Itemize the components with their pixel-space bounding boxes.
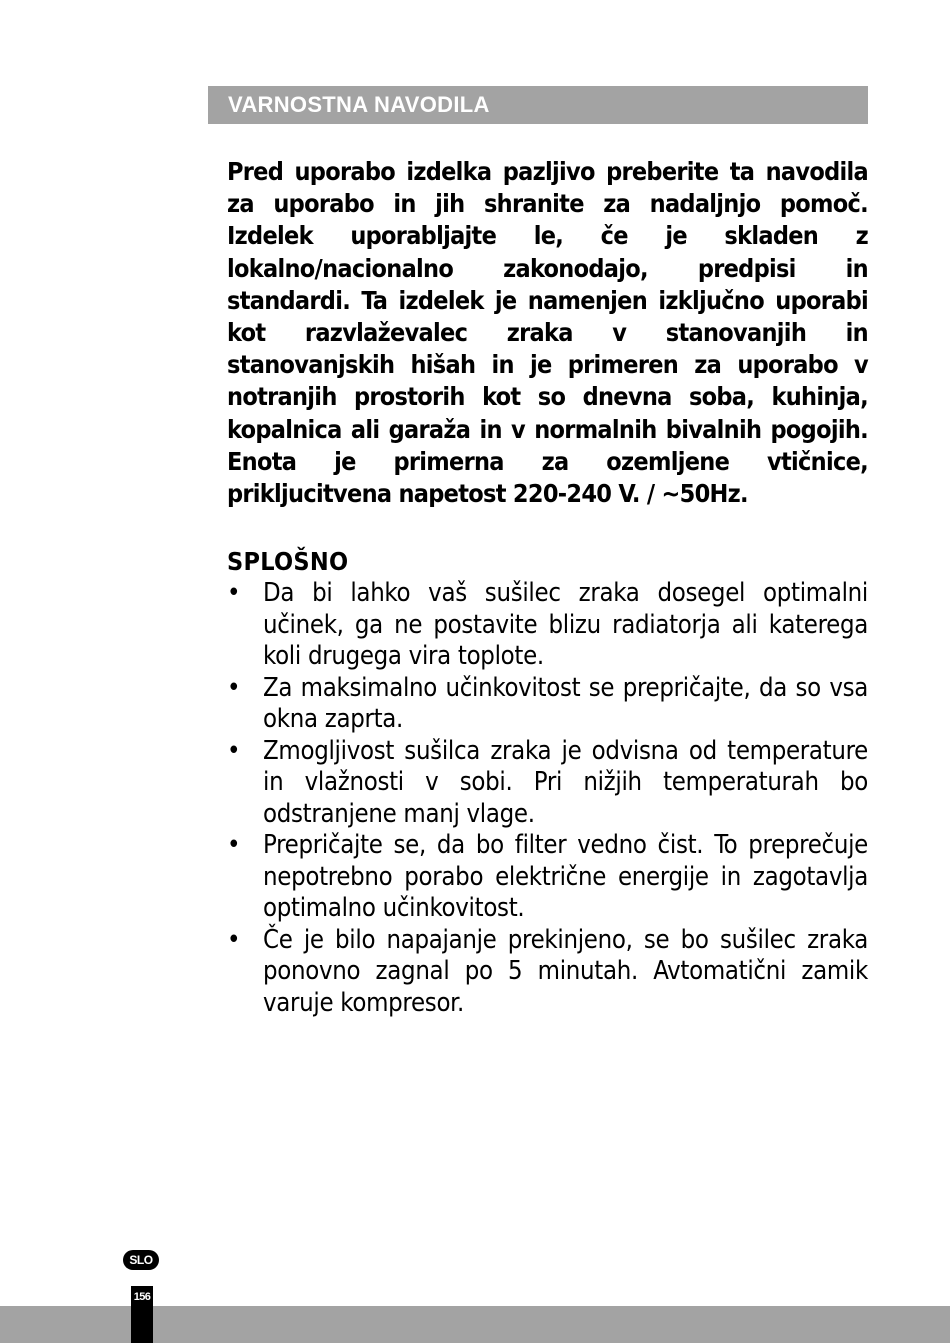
bullet-icon: • bbox=[227, 924, 241, 955]
page-number-tab bbox=[131, 1286, 153, 1343]
bullet-icon: • bbox=[227, 830, 241, 861]
general-bullet-list bbox=[227, 578, 868, 1019]
list-item bbox=[227, 673, 868, 736]
list-item-text: Zmogljivost sušilca zraka je odvisna od temperature in vlažnosti v sobi. Pri nižjih temperaturah bo odstranjene manj vlage. bbox=[263, 735, 868, 829]
bullet-icon: • bbox=[227, 672, 241, 703]
list-item-text: Če je bilo napajanje prekinjeno, se bo sušilec zraka ponovno zagnal po 5 minutah. Avtomatični zamik varuje kompresor. bbox=[263, 924, 868, 1018]
section-title: VARNOSTNA NAVODILA bbox=[228, 92, 490, 117]
section-header-bar bbox=[208, 86, 868, 124]
page-content bbox=[227, 156, 868, 1019]
general-heading: SPLOŠNO bbox=[227, 547, 349, 577]
bullet-icon: • bbox=[227, 578, 241, 609]
list-item-text: Da bi lahko vaš sušilec zraka dosegel optimalni učinek, ga ne postavite blizu radiatorja ali katerega koli drugega vira toplote. bbox=[263, 578, 868, 672]
language-badge: SLO bbox=[123, 1250, 159, 1270]
list-item bbox=[227, 578, 868, 673]
intro-paragraph: Pred uporabo izdelka pazljivo preberite ta navodila za uporabo in jih shranite za nadaljnjo pomoč. Izdelek uporabljajte le, če je skladen z lokalno/nacionalno zakonodajo, predpisi in standardi. Ta izdelek je namenjen izključno uporabi kot razvlaževalec zraka v stanovanjih in stanovanjskih hišah in je primeren za uporabo v notranjih prostorih kot so dnevna soba, kuhinja, kopalnica ali garaža in v normalnih bivalnih pogojih. Enota je primerna za ozemljene vtičnice, prikljucitvena napetost 220-240 V. / ~50Hz. bbox=[227, 157, 868, 509]
bullet-icon: • bbox=[227, 735, 241, 766]
list-item bbox=[227, 830, 868, 925]
list-item bbox=[227, 736, 868, 831]
list-item bbox=[227, 925, 868, 1020]
page-number: 156 bbox=[133, 1291, 151, 1303]
list-item-text: Za maksimalno učinkovitost se prepričajte, da so vsa okna zaprta. bbox=[263, 672, 868, 735]
list-item-text: Prepričajte se, da bo filter vedno čist. To preprečuje nepotrebno porabo električne energije in zagotavlja optimalno učinkovitost. bbox=[263, 830, 868, 924]
